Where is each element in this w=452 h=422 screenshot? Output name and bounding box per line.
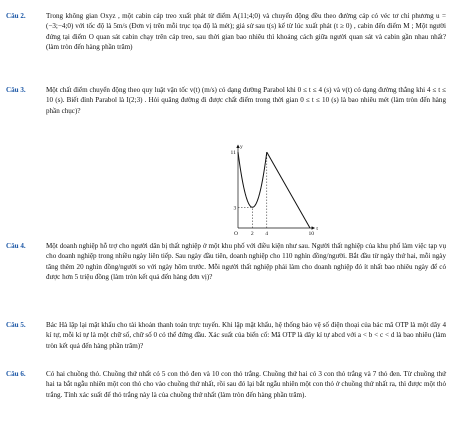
x-tick-label: O xyxy=(234,231,239,237)
question-3-text: Một chất điểm chuyển động theo quy luật vận tốc v(t) (m/s) có dạng đường Parabol khi 0 ≤ t ≤ 4 (s) và v(t) có dạng đường thẳng khi 4 ≤ t ≤ 10 (s). Biết đỉnh Parabol là I(2;3) . Hỏi quãng đường đi được chất điểm trong thời gian 0 ≤ t ≤ 10 (s) là bao nhiêu mét (làm tròn đến hàng phần chục)? xyxy=(46,86,446,115)
x-tick-label: 4 xyxy=(265,231,269,237)
question-4-text: Một doanh nghiệp hỗ trợ cho người dân bị thất nghiệp ở một khu phố với điều kiện như sau. Người thất nghiệp của khu phố làm việc tạp vụ cho doanh nghiệp trong nhiều ngày liên tiếp. Sau ngày đầu tiên, doanh nghiệp cho 110 nghìn đồng/người. Bắt đầu từ ngày thứ hai, mỗi ngày tăng thêm 20 nghìn đồng/người so với ngày hôm trước. Mỗi người thất nghiệp phải làm cho doanh nghiệp đó ít nhất bao nhiêu ngày để có được hơn 5 triệu đồng (làm tròn kết quả đến hàng đơn vị)? xyxy=(46,242,446,282)
x-tick-label: 10 xyxy=(308,231,315,237)
x-tick-label: 2 xyxy=(250,231,254,237)
question-5-label: Câu 5. xyxy=(6,321,26,329)
line-segment xyxy=(267,152,310,228)
question-3-label: Câu 3. xyxy=(6,86,26,94)
question-4-label: Câu 4. xyxy=(6,242,26,250)
question-2-text: Trong không gian Oxyz , một cabin cáp treo xuất phát từ điểm A(11;4;0) và chuyển động đều theo đường cáp có véc tơ chỉ phương u = (−3;−4;0) với tốc độ là 5m/s (Đơn vị trên mỗi trục tọa độ là mét); giả sử sau t(s) kể từ lúc xuất phát (t ≥ 0) , cabin đến điểm M ; Một người đứng tại điểm O quan sát cabin chạy trên cáp treo, sau thời gian bao nhiêu thì khoảng cách giữa người quan sát và cabin gần nhau nhất? (làm tròn đến hàng phần trăm) xyxy=(46,12,446,52)
tick-labels xyxy=(231,150,315,237)
parabola-curve xyxy=(238,152,267,207)
question-6 xyxy=(6,369,446,400)
dashed-guides xyxy=(238,152,267,228)
question-2-label: Câu 2. xyxy=(6,12,26,20)
question-5 xyxy=(6,320,446,351)
y-axis-label: y xyxy=(240,144,243,151)
question-6-text: Có hai chuồng thỏ. Chuồng thứ nhất có 5 con thỏ đen và 10 con thỏ trắng. Chuồng thứ hai có 3 con thỏ trắng và 7 thỏ đen. Từ chuồng thứ hai ta bắt ngẫu nhiên một con thỏ cho vào chuồng thứ nhất, rồi sau đó lại bắt ngẫu nhiên một con thỏ ở chuồng thứ nhất ra, thì được một thỏ trắng. Tính xác suất để thỏ trắng này là của chuồng thứ nhất (làm tròn đến hàng phần trăm). xyxy=(46,370,446,399)
y-tick-label: 11 xyxy=(230,150,236,157)
y-tick-label: 3 xyxy=(233,205,237,212)
question-5-text: Bác Hà lập lại mật khẩu cho tài khoản thanh toán trực tuyến. Khi lập mật khẩu, hệ thống bảo vệ số điện thoại của bác mã OTP là một dãy 4 kí tự, mỗi kí tự là một chữ số, chữ số 0 có thể đứng đầu. Xác suất của biến cố: Mã OTP là dãy kí tự abcd với a < b < c < d là bao nhiêu (làm tròn kết quả đến hàng phần trăm)? xyxy=(46,321,446,350)
question-6-label: Câu 6. xyxy=(6,370,26,378)
x-axis-label: t xyxy=(316,226,318,232)
question-4 xyxy=(6,241,446,283)
